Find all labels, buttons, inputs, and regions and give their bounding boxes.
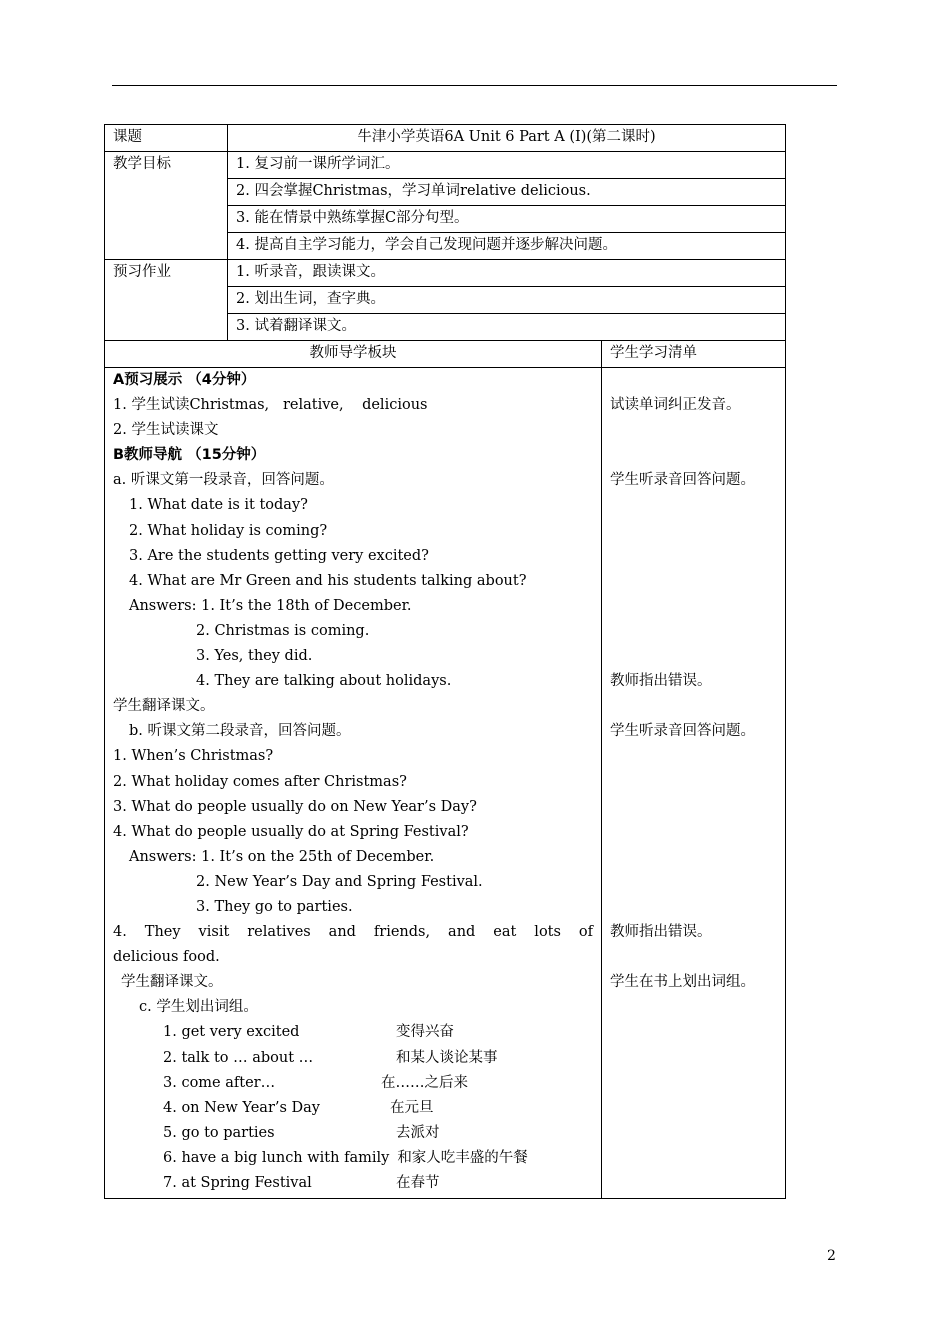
phrase-zh: 和某人谈论某事 [396, 1049, 498, 1066]
part-b-intro: b. 听课文第二段录音，回答问题。 [129, 723, 351, 740]
section-a-heading: A预习展示 （4分钟） [113, 372, 256, 388]
phrase-item [113, 1096, 593, 1121]
answer: 3. Yes, they did. [196, 648, 313, 665]
homework-item: 1. 听录音，跟读课文。 [228, 260, 786, 287]
student-note: 学生听录音回答问题。 [610, 723, 755, 740]
student-note: 学生在书上划出词组。 [610, 974, 755, 991]
phrase-zh: 和家人吃丰盛的午餐 [397, 1149, 528, 1166]
answer-continued: delicious food. [113, 949, 220, 966]
phrase-item [113, 1121, 593, 1146]
question: 4. What are Mr Green and his students talking about? [129, 572, 527, 589]
page-number: 2 [827, 1248, 836, 1264]
content-row [105, 368, 786, 1199]
answer: 4. They are talking about holidays. [196, 673, 452, 690]
answer: 2. New Year’s Day and Spring Festival. [196, 873, 483, 890]
phrase-item [113, 1071, 593, 1096]
phrase-zh: 去派对 [396, 1124, 440, 1141]
answer: 4. They visit relatives and friends, and eat lots of [113, 924, 593, 941]
phrase-en: 2. talk to … about … [163, 1049, 314, 1066]
section-a-item: 1. 学生试读Christmas, relative, delicious [113, 397, 428, 414]
homework-item: 2. 划出生词，查字典。 [228, 287, 786, 314]
phrase-en: 6. have a big lunch with family [163, 1149, 390, 1166]
phrase-item [113, 1171, 593, 1196]
objectives-row [105, 152, 786, 179]
question: 2. What holiday is coming? [129, 522, 328, 539]
answers-label: Answers: 1. It’s on the 25th of December. [129, 848, 435, 865]
homework-label: 预习作业 [105, 260, 228, 341]
student-column-header: 学生学习清单 [602, 341, 786, 368]
lesson-plan-table [104, 124, 786, 1199]
section-a-item: 2. 学生试读课文 [113, 422, 219, 439]
objective-item: 3. 能在情景中熟练掌握C部分句型。 [228, 206, 786, 233]
translate-note: 学生翻译课文。 [113, 698, 215, 715]
teacher-column-header: 教师导学板块 [105, 341, 602, 368]
question: 1. What date is it today? [129, 497, 308, 514]
question: 2. What holiday comes after Christmas? [113, 773, 407, 790]
phrase-item [113, 1146, 593, 1171]
teacher-content [105, 368, 602, 1199]
part-c-intro: c. 学生划出词组。 [139, 999, 258, 1016]
question: 3. Are the students getting very excited? [129, 547, 429, 564]
phrase-zh: 变得兴奋 [396, 1024, 454, 1041]
phrase-item [113, 1046, 593, 1071]
title-value: 牛津小学英语6A Unit 6 Part A (I)(第二课时) [228, 125, 786, 152]
section-b-heading: B教师导航 （15分钟） [113, 447, 266, 464]
answer: 3. They go to parties. [196, 898, 353, 915]
title-row [105, 125, 786, 152]
phrase-en: 4. on New Year’s Day [163, 1099, 321, 1116]
homework-item: 3. 试着翻译课文。 [228, 314, 786, 341]
student-note: 学生听录音回答问题。 [610, 472, 755, 489]
phrase-zh: 在元旦 [390, 1099, 434, 1116]
phrase-en: 5. go to parties [163, 1124, 275, 1141]
objective-item: 1. 复习前一课所学词汇。 [228, 152, 786, 179]
phrase-en: 3. come after… [163, 1074, 276, 1091]
phrase-zh: 在春节 [396, 1175, 440, 1191]
student-note: 试读单词纠正发音。 [610, 397, 741, 414]
phrase-en: 1. get very excited [163, 1024, 300, 1041]
objective-item: 2. 四会掌握Christmas，学习单词relative delicious. [228, 179, 786, 206]
question: 3. What do people usually do on New Year’s Day? [113, 798, 477, 815]
answer: 2. Christmas is coming. [196, 622, 370, 639]
title-label: 课题 [105, 125, 228, 152]
phrase-item [113, 1020, 593, 1045]
objective-item: 4. 提高自主学习能力，学会自己发现问题并逐步解决问题。 [228, 233, 786, 260]
question: 4. What do people usually do at Spring Festival? [113, 823, 469, 840]
column-header-row [105, 341, 786, 368]
phrase-en: 7. at Spring Festival [163, 1175, 312, 1191]
objectives-label: 教学目标 [105, 152, 228, 260]
homework-row [105, 260, 786, 287]
header-rule [112, 85, 837, 86]
translate-note: 学生翻译课文。 [121, 974, 223, 991]
student-content [602, 368, 786, 1199]
part-a-intro: a. 听课文第一段录音，回答问题。 [113, 472, 334, 489]
question: 1. When’s Christmas? [113, 748, 274, 765]
student-note: 教师指出错误。 [610, 924, 712, 941]
phrase-zh: 在……之后来 [381, 1074, 468, 1091]
answers-label: Answers: 1. It’s the 18th of December. [129, 597, 412, 614]
student-note: 教师指出错误。 [610, 673, 712, 690]
